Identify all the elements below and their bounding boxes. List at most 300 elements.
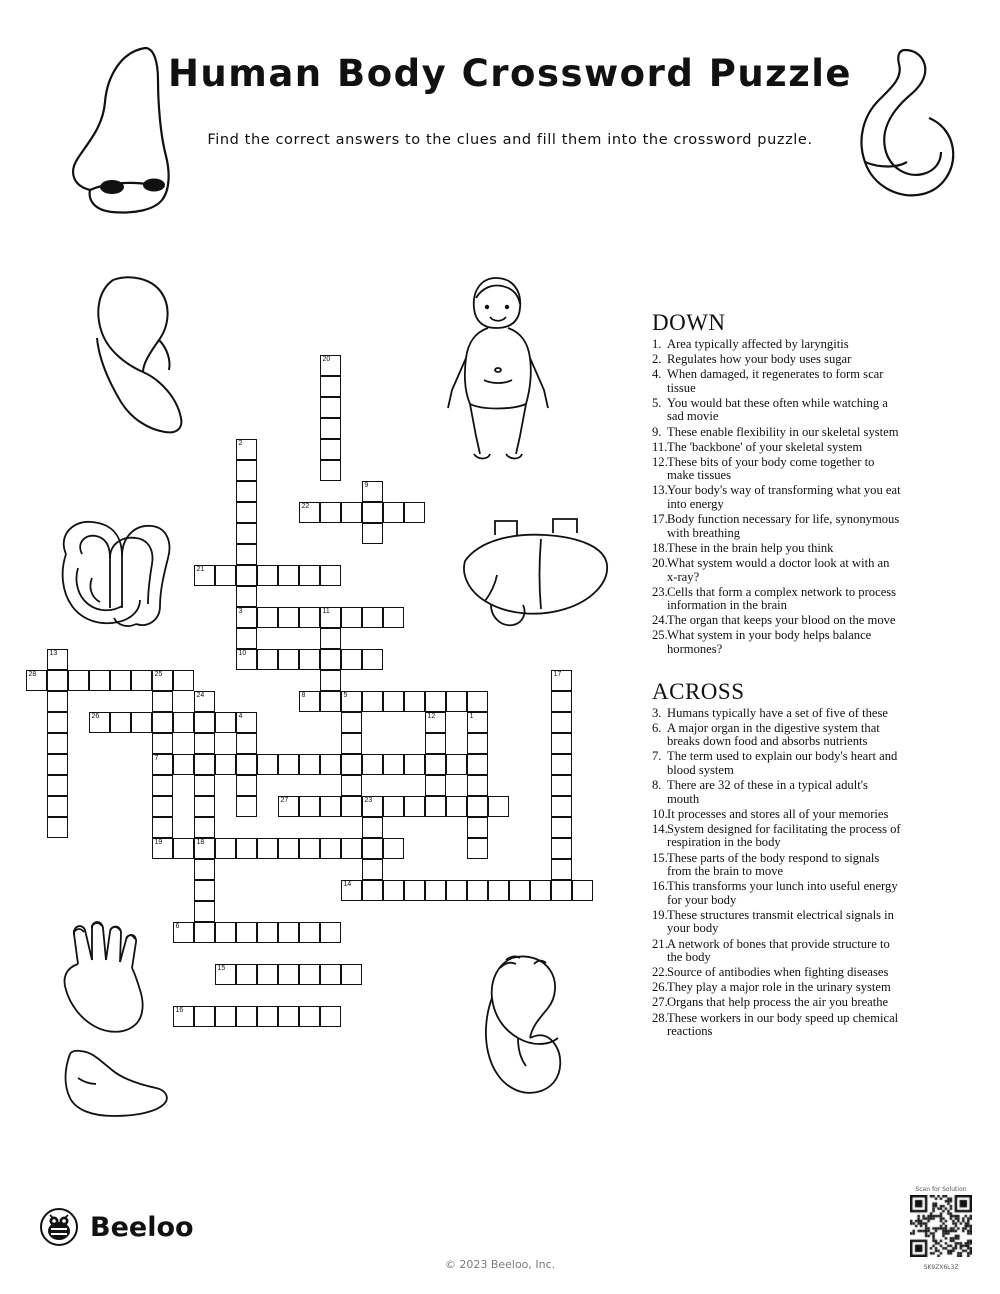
crossword-cell[interactable]	[236, 1006, 257, 1027]
crossword-cell[interactable]	[299, 838, 320, 859]
crossword-cell[interactable]	[446, 796, 467, 817]
nose-illustration	[50, 40, 180, 215]
qr-id: SK9ZX6L3Z	[923, 1264, 959, 1271]
crossword-cell[interactable]	[26, 670, 47, 691]
crossword-cell[interactable]	[383, 607, 404, 628]
cell-number: 22	[301, 503, 310, 510]
crossword-cell[interactable]	[194, 712, 215, 733]
crossword-cell[interactable]	[278, 565, 299, 586]
crossword-cell[interactable]	[236, 796, 257, 817]
brand-name: Beeloo	[90, 1211, 194, 1243]
crossword-cell[interactable]	[110, 712, 131, 733]
cell-number: 3	[238, 608, 243, 615]
crossword-cell[interactable]	[320, 502, 341, 523]
clue-number: 21.	[652, 936, 668, 951]
crossword-cell[interactable]	[299, 964, 320, 985]
crossword-cell[interactable]	[194, 1006, 215, 1027]
down-clue-item	[652, 338, 902, 352]
down-clue-list	[652, 338, 902, 657]
crossword-cell[interactable]	[383, 880, 404, 901]
clue-text: When damaged, it regenerates to form scar tissue	[667, 367, 884, 395]
crossword-cell[interactable]	[488, 880, 509, 901]
crossword-cell[interactable]	[572, 880, 593, 901]
crossword-cell[interactable]	[446, 754, 467, 775]
clue-number: 28.	[652, 1010, 668, 1025]
crossword-cell[interactable]	[383, 838, 404, 859]
crossword-cell[interactable]	[236, 481, 257, 502]
down-clue-item	[652, 441, 902, 455]
clue-number: 25.	[652, 628, 668, 643]
crossword-cell[interactable]	[404, 502, 425, 523]
down-clue-item	[652, 484, 902, 511]
crossword-cell[interactable]	[173, 712, 194, 733]
cell-number: 4	[238, 713, 243, 720]
clue-number: 7.	[652, 749, 662, 764]
across-clue-item	[652, 852, 902, 879]
crossword-cell[interactable]	[299, 796, 320, 817]
clue-text: Regulates how your body uses sugar	[667, 352, 852, 367]
crossword-cell[interactable]	[173, 838, 194, 859]
crossword-cell[interactable]	[383, 502, 404, 523]
crossword-cell[interactable]	[278, 838, 299, 859]
crossword-cell[interactable]	[341, 964, 362, 985]
brand-logo	[40, 1208, 194, 1246]
crossword-cell[interactable]	[551, 838, 572, 859]
crossword-cell[interactable]	[236, 523, 257, 544]
crossword-cell[interactable]	[320, 670, 341, 691]
crossword-cell[interactable]	[194, 922, 215, 943]
qr-label: Scan for Solution	[915, 1186, 967, 1193]
cell-number: 16	[175, 1007, 184, 1014]
clue-number: 1.	[652, 337, 662, 351]
crossword-cell[interactable]	[362, 880, 383, 901]
crossword-cell[interactable]	[467, 838, 488, 859]
crossword-cell[interactable]	[341, 838, 362, 859]
crossword-cell[interactable]	[215, 838, 236, 859]
crossword-cell[interactable]	[320, 460, 341, 481]
cell-number: 11	[322, 608, 330, 615]
clue-number: 3.	[652, 705, 662, 720]
clue-number: 20.	[652, 555, 668, 570]
crossword-cell[interactable]	[404, 691, 425, 712]
crossword-cell[interactable]	[362, 481, 383, 502]
crossword-cell[interactable]	[446, 880, 467, 901]
crossword-cell[interactable]	[551, 691, 572, 712]
crossword-cell[interactable]	[278, 796, 299, 817]
crossword-cell[interactable]	[299, 502, 320, 523]
clue-text: These enable flexibility in our skeletal system	[667, 424, 899, 439]
crossword-cell[interactable]	[320, 439, 341, 460]
across-clue-item	[652, 808, 902, 822]
crossword-cell[interactable]	[341, 754, 362, 775]
across-clue-item	[652, 938, 902, 965]
cell-number: 27	[280, 797, 289, 804]
cell-number: 13	[49, 650, 58, 657]
crossword-cell[interactable]	[236, 460, 257, 481]
copyright-text: © 2023 Beeloo, Inc.	[444, 1258, 556, 1271]
clue-text: These bits of your body come together to make tissues	[667, 454, 875, 483]
crossword-cell[interactable]	[341, 775, 362, 796]
crossword-cell[interactable]	[278, 1006, 299, 1027]
crossword-cell[interactable]	[320, 355, 341, 376]
cell-number: 10	[238, 650, 247, 657]
crossword-cell[interactable]	[194, 754, 215, 775]
crossword-cell[interactable]	[194, 838, 215, 859]
crossword-cell[interactable]	[341, 691, 362, 712]
clue-text: A network of bones that provide structure to the body	[667, 936, 890, 965]
crossword-cell[interactable]	[257, 607, 278, 628]
crossword-cell[interactable]	[47, 670, 68, 691]
crossword-cell[interactable]	[362, 859, 383, 880]
crossword-cell[interactable]	[299, 565, 320, 586]
crossword-cell[interactable]	[383, 796, 404, 817]
crossword-cell[interactable]	[362, 649, 383, 670]
crossword-cell[interactable]	[341, 607, 362, 628]
across-clue-item	[652, 996, 902, 1010]
clue-number: 9.	[652, 424, 662, 439]
clue-text: Organs that help process the air you breathe	[667, 995, 889, 1010]
crossword-cell[interactable]	[320, 691, 341, 712]
down-clue-item	[652, 426, 902, 440]
crossword-cell[interactable]	[425, 880, 446, 901]
clue-text: This transforms your lunch into useful energy for your body	[667, 879, 898, 907]
crossword-cell[interactable]	[236, 565, 257, 586]
clue-number: 19.	[652, 907, 668, 922]
crossword-cell[interactable]	[320, 796, 341, 817]
crossword-cell[interactable]	[467, 775, 488, 796]
crossword-cell[interactable]	[236, 712, 257, 733]
crossword-cell[interactable]	[257, 565, 278, 586]
crossword-cell[interactable]	[173, 670, 194, 691]
crossword-cell[interactable]	[320, 649, 341, 670]
crossword-cell[interactable]	[383, 754, 404, 775]
crossword-cell[interactable]	[152, 691, 173, 712]
crossword-cell[interactable]	[362, 502, 383, 523]
crossword-cell[interactable]	[299, 691, 320, 712]
crossword-cell[interactable]	[236, 544, 257, 565]
crossword-cell[interactable]	[152, 817, 173, 838]
crossword-cell[interactable]	[194, 796, 215, 817]
crossword-cell[interactable]	[299, 607, 320, 628]
clue-text: These parts of the body respond to signals from the brain to move	[667, 850, 880, 879]
crossword-cell[interactable]	[467, 880, 488, 901]
down-clue-item	[652, 513, 902, 540]
across-clue-item	[652, 722, 902, 749]
crossword-cell[interactable]	[362, 796, 383, 817]
crossword-cell[interactable]	[173, 754, 194, 775]
clue-number: 12.	[652, 454, 668, 469]
crossword-cell[interactable]	[362, 754, 383, 775]
across-clue-item	[652, 1012, 902, 1039]
crossword-cell[interactable]	[320, 838, 341, 859]
stomach-illustration	[845, 42, 975, 212]
crossword-cell[interactable]	[131, 670, 152, 691]
crossword-cell[interactable]	[551, 754, 572, 775]
crossword-cell[interactable]	[467, 817, 488, 838]
crossword-cell[interactable]	[194, 901, 215, 922]
crossword-cell[interactable]	[551, 796, 572, 817]
crossword-cell[interactable]	[215, 922, 236, 943]
child-body-illustration	[430, 270, 560, 470]
crossword-cell[interactable]	[551, 817, 572, 838]
crossword-cell[interactable]	[257, 964, 278, 985]
clue-number: 14.	[652, 821, 668, 836]
cell-number: 28	[28, 671, 37, 678]
crossword-cell[interactable]	[278, 922, 299, 943]
crossword-cell[interactable]	[236, 628, 257, 649]
cell-number: 5	[343, 692, 348, 699]
cell-number: 24	[196, 692, 205, 699]
qr-section	[905, 1186, 977, 1271]
crossword-cell[interactable]	[152, 670, 173, 691]
clue-number: 27.	[652, 995, 668, 1010]
crossword-cell[interactable]	[47, 796, 68, 817]
crossword-cell[interactable]	[551, 733, 572, 754]
crossword-cell[interactable]	[467, 712, 488, 733]
crossword-cell[interactable]	[236, 502, 257, 523]
crossword-cell[interactable]	[425, 754, 446, 775]
down-clue-item	[652, 456, 902, 483]
crossword-cell[interactable]	[236, 775, 257, 796]
crossword-cell[interactable]	[320, 964, 341, 985]
clue-number: 10.	[652, 806, 668, 821]
crossword-cell[interactable]	[446, 691, 467, 712]
crossword-cell[interactable]	[215, 754, 236, 775]
crossword-cell[interactable]	[467, 796, 488, 817]
clue-text: It processes and stores all of your memories	[667, 806, 889, 821]
crossword-cell[interactable]	[404, 754, 425, 775]
crossword-cell[interactable]	[215, 1006, 236, 1027]
clue-number: 2.	[652, 352, 662, 367]
down-clue-item	[652, 542, 902, 556]
hand-illustration	[52, 920, 162, 1040]
crossword-cell[interactable]	[194, 817, 215, 838]
across-clue-item	[652, 750, 902, 777]
crossword-cell[interactable]	[47, 649, 68, 670]
crossword-cell[interactable]	[47, 712, 68, 733]
clue-number: 8.	[652, 778, 662, 793]
cell-number: 7	[154, 755, 159, 762]
crossword-cell[interactable]	[551, 712, 572, 733]
crossword-cell[interactable]	[383, 691, 404, 712]
crossword-cell[interactable]	[299, 754, 320, 775]
crossword-cell[interactable]	[341, 712, 362, 733]
crossword-cell[interactable]	[299, 649, 320, 670]
crossword-cell[interactable]	[194, 880, 215, 901]
crossword-cell[interactable]	[215, 712, 236, 733]
crossword-cell[interactable]	[341, 649, 362, 670]
crossword-cell[interactable]	[257, 922, 278, 943]
cell-number: 15	[217, 965, 226, 972]
clue-text: Body function necessary for life, synonymous with breathing	[667, 512, 900, 540]
crossword-cell[interactable]	[362, 838, 383, 859]
crossword-cell[interactable]	[215, 565, 236, 586]
crossword-cell[interactable]	[404, 796, 425, 817]
crossword-cell[interactable]	[236, 838, 257, 859]
crossword-cell[interactable]	[299, 922, 320, 943]
crossword-cell[interactable]	[110, 670, 131, 691]
crossword-cell[interactable]	[152, 733, 173, 754]
crossword-cell[interactable]	[47, 754, 68, 775]
crossword-cell[interactable]	[47, 691, 68, 712]
crossword-cell[interactable]	[194, 859, 215, 880]
crossword-cell[interactable]	[488, 796, 509, 817]
crossword-cell[interactable]	[299, 1006, 320, 1027]
crossword-cell[interactable]	[425, 796, 446, 817]
crossword-cell[interactable]	[236, 733, 257, 754]
crossword-cell[interactable]	[89, 712, 110, 733]
clue-number: 4.	[652, 367, 662, 382]
clue-text: What system in your body helps balance hormones?	[667, 628, 872, 656]
crossword-cell[interactable]	[236, 607, 257, 628]
clue-number: 16.	[652, 879, 668, 894]
crossword-cell[interactable]	[236, 964, 257, 985]
across-clue-item	[652, 707, 902, 721]
crossword-cell[interactable]	[341, 796, 362, 817]
crossword-cell[interactable]	[257, 649, 278, 670]
crossword-cell[interactable]	[509, 880, 530, 901]
down-clue-item	[652, 397, 902, 424]
crossword-cell[interactable]	[68, 670, 89, 691]
qr-code[interactable]	[910, 1195, 972, 1257]
crossword-cell[interactable]	[320, 922, 341, 943]
crossword-cell[interactable]	[131, 712, 152, 733]
across-clue-item	[652, 981, 902, 995]
crossword-cell[interactable]	[278, 964, 299, 985]
crossword-cell[interactable]	[47, 817, 68, 838]
crossword-cell[interactable]	[152, 838, 173, 859]
crossword-cell[interactable]	[320, 418, 341, 439]
crossword-cell[interactable]	[320, 397, 341, 418]
clue-text: What system would a doctor look at with an x-ray?	[667, 555, 890, 584]
cell-number: 21	[196, 566, 205, 573]
crossword-cell[interactable]	[47, 775, 68, 796]
crossword-cell[interactable]	[236, 439, 257, 460]
intestines-illustration	[48, 512, 178, 637]
clue-text: A major organ in the digestive system that breaks down food and absorbs nutrients	[667, 720, 880, 749]
clue-text: The 'backbone' of your skeletal system	[667, 439, 863, 454]
crossword-cell[interactable]	[320, 565, 341, 586]
crossword-cell[interactable]	[425, 733, 446, 754]
crossword-cell[interactable]	[47, 733, 68, 754]
across-clue-list	[652, 707, 902, 1039]
crossword-cell[interactable]	[278, 607, 299, 628]
down-clue-item	[652, 353, 902, 367]
crossword-cell[interactable]	[530, 880, 551, 901]
clue-number: 22.	[652, 965, 668, 980]
crossword-cell[interactable]	[341, 880, 362, 901]
crossword-cell[interactable]	[236, 586, 257, 607]
crossword-cell[interactable]	[194, 733, 215, 754]
crossword-cell[interactable]	[194, 691, 215, 712]
crossword-cell[interactable]	[404, 880, 425, 901]
crossword-cell[interactable]	[152, 796, 173, 817]
across-heading: ACROSS	[652, 678, 745, 704]
crossword-cell[interactable]	[467, 733, 488, 754]
cell-number: 6	[175, 923, 180, 930]
clue-number: 11.	[652, 439, 668, 454]
crossword-cell[interactable]	[341, 733, 362, 754]
crossword-cell[interactable]	[194, 565, 215, 586]
crossword-cell[interactable]	[320, 607, 341, 628]
clue-number: 26.	[652, 980, 668, 995]
crossword-cell[interactable]	[152, 775, 173, 796]
clue-text: Source of antibodies when fighting diseases	[667, 965, 889, 980]
crossword-cell[interactable]	[320, 376, 341, 397]
cell-number: 2	[238, 440, 243, 447]
crossword-cell[interactable]	[425, 775, 446, 796]
cell-number: 9	[364, 482, 369, 489]
clue-text: These workers in our body speed up chemical reactions	[667, 1010, 899, 1039]
crossword-cell[interactable]	[362, 817, 383, 838]
crossword-cell[interactable]	[320, 628, 341, 649]
crossword-cell[interactable]	[173, 1006, 194, 1027]
across-clue-item	[652, 966, 902, 980]
crossword-cell[interactable]	[257, 838, 278, 859]
crossword-cell[interactable]	[320, 754, 341, 775]
crossword-cell[interactable]	[551, 775, 572, 796]
cell-number: 25	[154, 671, 163, 678]
crossword-cell[interactable]	[152, 712, 173, 733]
cell-number: 18	[196, 839, 205, 846]
crossword-cell[interactable]	[152, 754, 173, 775]
clue-text: Your body's way of transforming what you eat into energy	[667, 483, 901, 512]
clue-text: These in the brain help you think	[667, 540, 834, 555]
across-clue-item	[652, 909, 902, 936]
crossword-cell[interactable]	[89, 670, 110, 691]
crossword-cell[interactable]	[425, 691, 446, 712]
crossword-cell[interactable]	[173, 922, 194, 943]
crossword-cell[interactable]	[341, 502, 362, 523]
crossword-cell[interactable]	[194, 775, 215, 796]
crossword-cell[interactable]	[257, 1006, 278, 1027]
crossword-cell[interactable]	[425, 712, 446, 733]
crossword-cell[interactable]	[362, 607, 383, 628]
crossword-cell[interactable]	[278, 649, 299, 670]
clue-number: 15.	[652, 850, 668, 865]
crossword-cell[interactable]	[551, 880, 572, 901]
leg-illustration	[85, 268, 200, 438]
down-clue-item	[652, 586, 902, 613]
crossword-cell[interactable]	[362, 523, 383, 544]
across-clue-item	[652, 880, 902, 907]
crossword-cell[interactable]	[236, 649, 257, 670]
crossword-cell[interactable]	[467, 754, 488, 775]
crossword-cell[interactable]	[320, 1006, 341, 1027]
cell-number: 20	[322, 356, 331, 363]
crossword-cell[interactable]	[467, 691, 488, 712]
cell-number: 26	[91, 713, 100, 720]
arm-muscle-illustration	[470, 950, 580, 1095]
page-subtitle: Find the correct answers to the clues and fill them into the crossword puzzle.	[207, 132, 813, 148]
cell-number: 1	[469, 713, 474, 720]
clues-panel	[652, 310, 902, 1040]
crossword-cell[interactable]	[278, 754, 299, 775]
crossword-cell[interactable]	[236, 754, 257, 775]
down-clue-item	[652, 614, 902, 628]
crossword-cell[interactable]	[257, 754, 278, 775]
crossword-cell[interactable]	[362, 691, 383, 712]
crossword-cell[interactable]	[236, 922, 257, 943]
clue-text: There are 32 of these in a typical adult's mouth	[667, 778, 868, 806]
clue-number: 13.	[652, 483, 668, 498]
clue-number: 24.	[652, 613, 668, 628]
crossword-cell[interactable]	[215, 964, 236, 985]
bee-icon	[40, 1208, 78, 1246]
crossword-cell[interactable]	[551, 670, 572, 691]
cell-number: 12	[427, 713, 436, 720]
crossword-cell[interactable]	[551, 859, 572, 880]
